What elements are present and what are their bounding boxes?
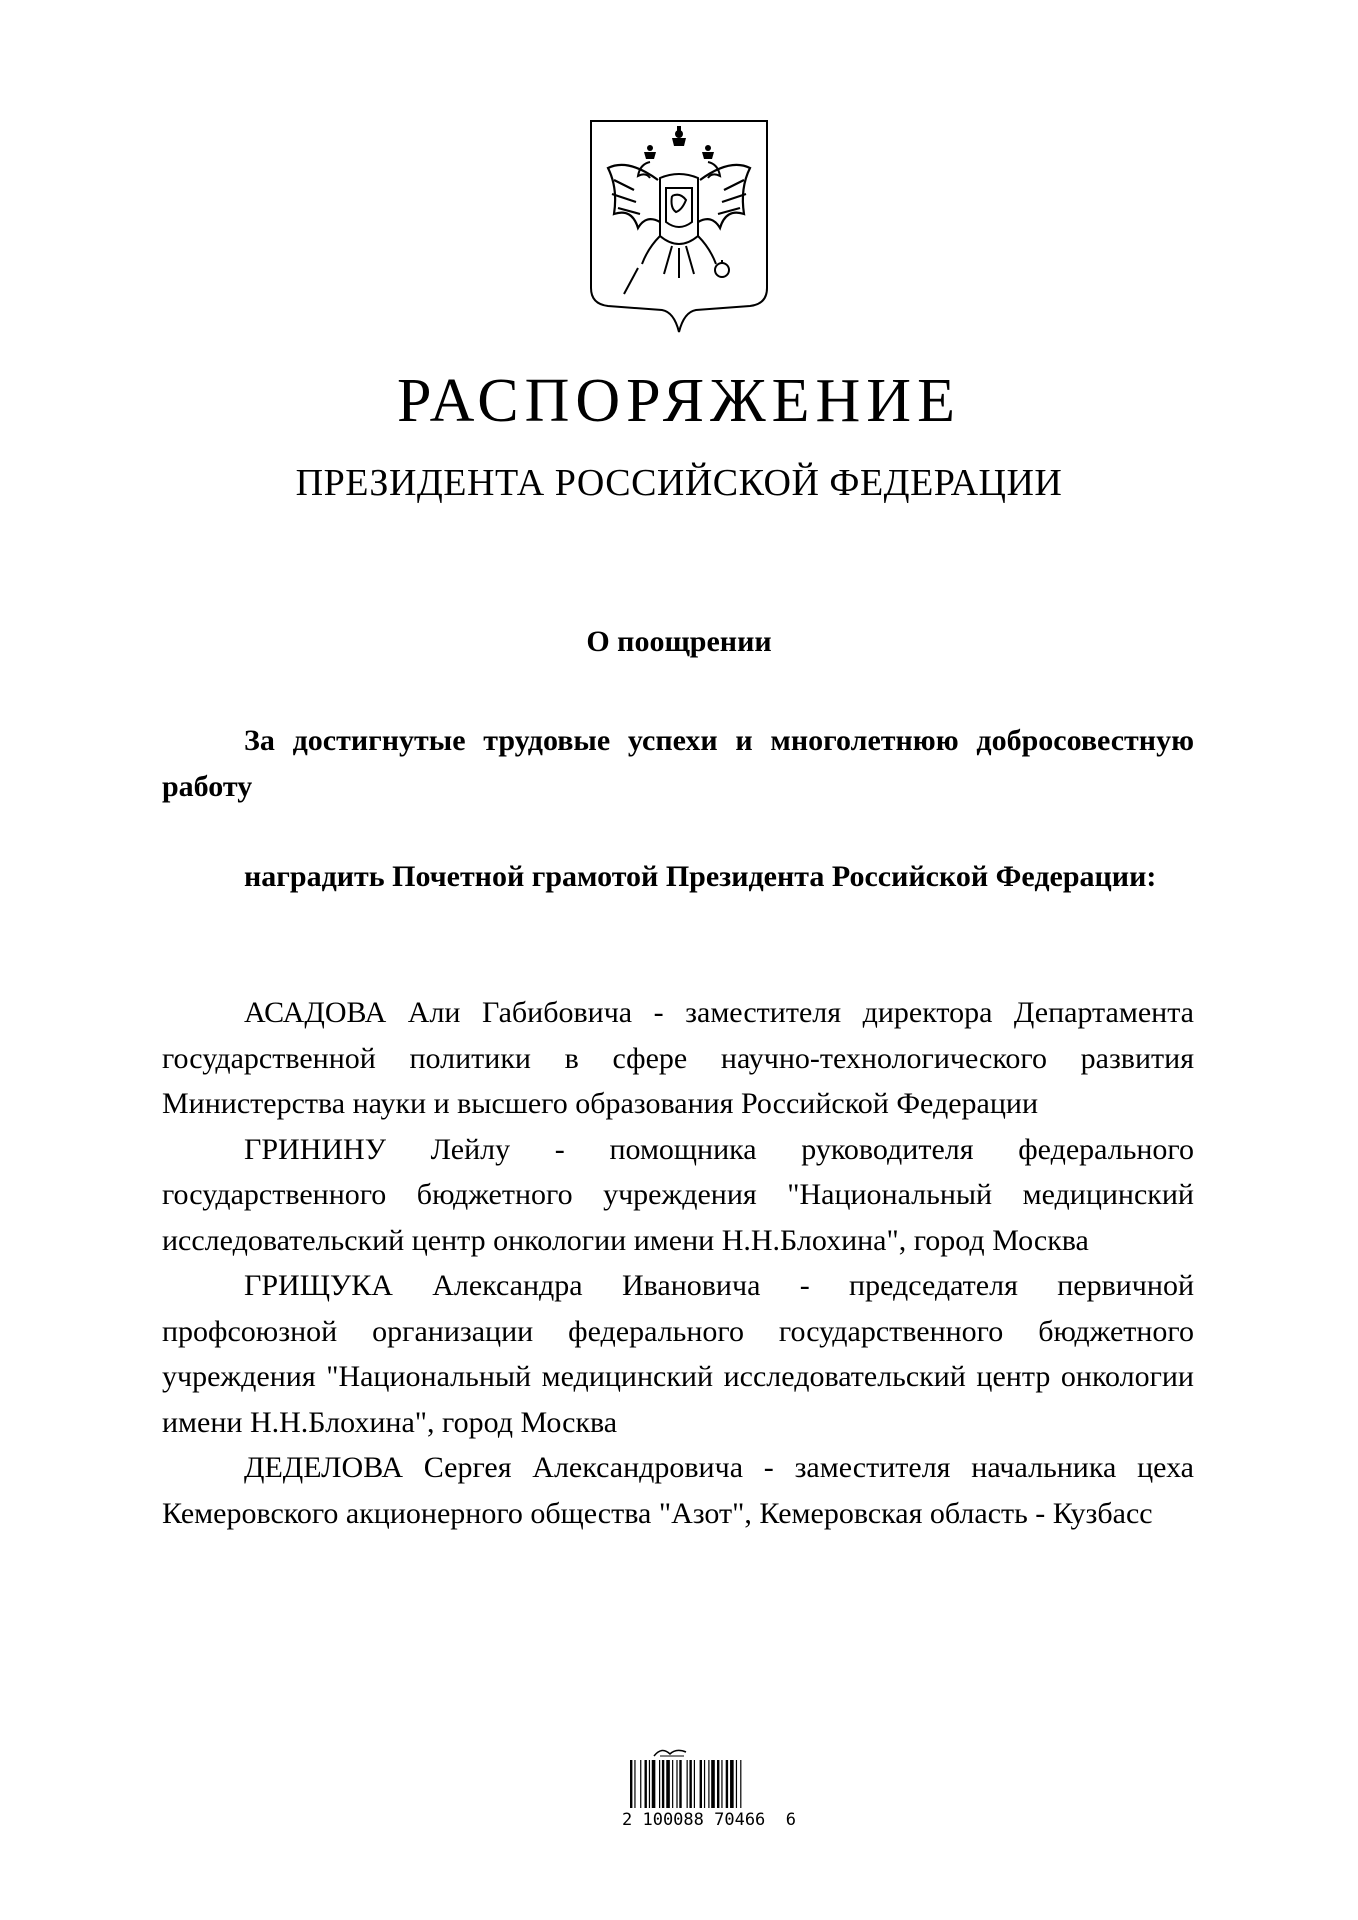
- document-heading: О поощрении: [586, 625, 772, 658]
- decision-paragraph: наградить Почетной грамотой Президента Российской Федерации:: [244, 860, 1157, 893]
- awardee-item: [162, 1127, 1194, 1264]
- awardee-surname: АСАДОВА: [244, 996, 387, 1029]
- awardee-details: Али Габибовича - заместителя директора Департамента государственной политики в сфере научно-технологического развития Министерства науки и высшего образования Российской Федерации: [162, 996, 1194, 1120]
- preamble-paragraph: За достигнутые трудовые успехи и многолетнюю добросовестную работу: [162, 724, 1194, 803]
- awardee-item: [162, 990, 1194, 1127]
- awardee-details: Сергея Александровича - заместителя начальника цеха Кемеровского акционерного общества "Азот", Кемеровская область - Кузбасс: [162, 1451, 1194, 1530]
- awardee-surname: ДЕДЕЛОВА: [244, 1451, 403, 1484]
- document-barcode: [622, 1744, 796, 1834]
- awardee-list: [162, 990, 1194, 1536]
- barcode-icon: [630, 1760, 784, 1808]
- awardee-surname: ГРИЩУКА: [244, 1269, 393, 1302]
- barcode-digits: 2 100088 70466 6: [622, 1810, 796, 1830]
- awardee-details: Лейлу - помощника руководителя федерального государственного бюджетного учреждения "Национальный медицинский исследовательский центр онкологии имени Н.Н.Блохина", город Москва: [162, 1132, 1194, 1257]
- awardee-item: [162, 1445, 1194, 1536]
- russian-coat-of-arms-icon: [588, 118, 770, 336]
- awardee-surname: ГРИНИНУ: [244, 1132, 386, 1166]
- document-title: РАСПОРЯЖЕНИЕ: [397, 367, 961, 435]
- awardee-item: [162, 1263, 1194, 1445]
- document-subtitle: ПРЕЗИДЕНТА РОССИЙСКОЙ ФЕДЕРАЦИИ: [295, 462, 1063, 504]
- printer-mark-icon: [652, 1744, 692, 1758]
- awardee-details: Александра Ивановича - председателя первичной профсоюзной организации федерального государственного бюджетного учреждения "Национальный медицинский исследовательский центр онкологии имени Н.Н.Блохина", город Москва: [162, 1269, 1194, 1439]
